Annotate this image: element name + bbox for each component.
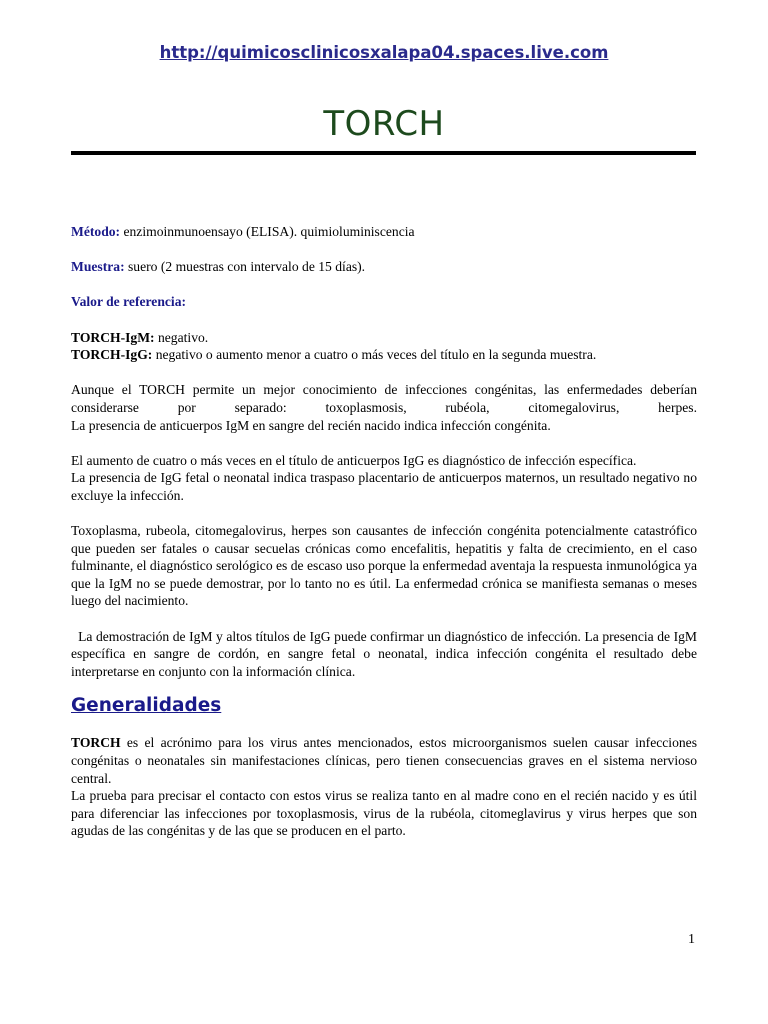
paragraph-1b: La presencia de anticuerpos IgM en sangre del recién nacido indica infección congénita. (71, 417, 551, 433)
igg-text: negativo o aumento menor a cuatro o más veces del título en la segunda muestra. (152, 347, 597, 363)
generalidades-paragraph-1 (71, 734, 697, 787)
metodo-line (71, 223, 697, 241)
page-number: 1 (688, 932, 695, 947)
muestra-label: Muestra: (71, 259, 125, 275)
paragraph-2b: La presencia de IgG fetal o neonatal indica traspaso placentario de anticuerpos maternos, un resultado negativo no excluye la infección. (71, 470, 697, 503)
paragraph-4: La demostración de IgM y altos títulos de IgG puede confirmar un diagnóstico de infección. La presencia de IgM específica en sangre de cordón, en sangre fetal o neonatal, indica infección congénita el resultado debe interpretarse en conjunto con la información clínica. (71, 628, 701, 679)
torch-acronym: TORCH (71, 735, 121, 751)
metodo-label: Método: (71, 224, 121, 239)
title-divider (71, 151, 696, 155)
generalidades-p1-text: es el acrónimo para los virus antes mencionados, estos microorganismos suelen causar infecciones congénitas o neonatales sin manifestaciones clínicas, pero tienen consecuencias graves en el sistema nervioso central. (71, 735, 697, 786)
source-url-link[interactable]: http://quimicosclinicosxalapa04.spaces.live.com (159, 43, 609, 62)
generalidades-paragraph-2: La prueba para precisar el contacto con estos virus se realiza tanto en al madre cono en el recién nacido y es útil para diferenciar las infecciones por toxoplasmosis, virus de la rubéola, citomeglavirus y virus herpes que son agudas de las congénitas y de las que se producen en el parto. (71, 788, 697, 839)
igm-label: TORCH-IgM: (71, 329, 155, 345)
valor-referencia-label: Valor de referencia: (71, 294, 187, 310)
muestra-text: suero (2 muestras con intervalo de 15 días). (124, 259, 366, 275)
paragraph-3: Toxoplasma, rubeola, citomegalovirus, herpes son causantes de infección congénita potencialmente catastrófico que pueden ser fatales o causar secuelas crónicas como encefalitis, hepatitis y falta de crecimiento, en el caso fulminante, el diagnóstico serológico es de escaso uso porque la enfermedad aventaja la respuesta inmunológica ya que la IgM no se puede demostrar, por lo tanto no es útil. La enfermedad crónica se manifiesta semanas o meses luego del nacimiento. (71, 523, 697, 609)
igg-line (71, 346, 697, 364)
igm-line (71, 329, 697, 347)
document-title: TORCH (323, 104, 445, 144)
muestra-line (71, 258, 697, 276)
igg-label: TORCH-IgG: (71, 347, 153, 363)
paragraph-2a: El aumento de cuatro o más veces en el título de anticuerpos IgG es diagnóstico de infección específica. (71, 452, 637, 468)
valor-referencia-line (71, 293, 697, 311)
paragraph-1a: Aunque el TORCH permite un mejor conocimiento de infecciones congénitas, las enfermedades deberían considerarse por separado: toxoplasmosis, rubéola, citomegalovirus, herpes. (71, 382, 697, 415)
metodo-text: enzimoinmunoensayo (ELISA). quimioluminiscencia (120, 224, 415, 239)
igm-text: negativo. (154, 329, 209, 345)
generalidades-heading: Generalidades (71, 695, 222, 717)
document-body (71, 223, 701, 840)
